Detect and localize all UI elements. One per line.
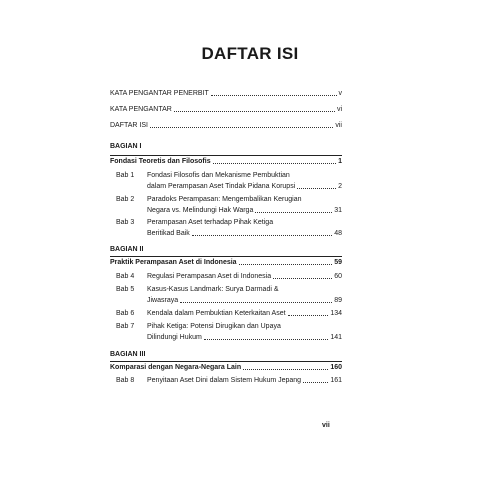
chapter-title: Regulasi Perampasan Aset di Indonesia (147, 273, 272, 280)
dot-leader (204, 339, 328, 340)
chapter-title-line2-row (147, 206, 342, 215)
dot-leader (180, 302, 332, 303)
toc-entry-label: KATA PENGANTAR PENERBIT (110, 90, 209, 97)
toc-entry-page: vi (336, 106, 342, 113)
chapter-number: Bab 2 (116, 196, 135, 203)
chapter-title-line1: Perampasan Aset terhadap Pihak Ketiga (147, 219, 274, 226)
part-heading: BAGIAN III (110, 351, 146, 358)
divider (110, 361, 342, 362)
chapter-title-line1: Fondasi Filosofis dan Mekanisme Pembuktian (147, 172, 290, 179)
divider (110, 256, 342, 257)
part-title-row (110, 363, 342, 372)
chapter-title-row (147, 309, 342, 318)
chapter-title-line2-row (147, 182, 342, 191)
chapter-title: Penyitaan Aset Dini dalam Sistem Hukum Jepang (147, 377, 302, 384)
chapter-title-line2: Beritikad Baik (147, 230, 190, 237)
chapter-number: Bab 7 (116, 323, 135, 330)
part-title: Komparasi dengan Negara-Negara Lain (110, 364, 242, 371)
dot-leader (297, 188, 336, 189)
chapter-page: 2 (338, 183, 342, 190)
chapter-page: 31 (334, 207, 342, 214)
chapter-title-line1: Pihak Ketiga: Potensi Dirugikan dan Upaya (147, 323, 281, 330)
part-page: 160 (330, 364, 342, 371)
chapter-page: 161 (330, 377, 342, 384)
dot-leader (239, 264, 333, 265)
toc-entry (110, 89, 342, 98)
chapter-title-row (147, 376, 342, 385)
dot-leader (192, 235, 332, 236)
dot-leader (243, 369, 328, 370)
page-title: DAFTAR ISI (201, 44, 299, 63)
divider (110, 155, 342, 156)
chapter-title-line2: Jiwasraya (147, 297, 179, 304)
chapter-page: 48 (334, 230, 342, 237)
toc-entry-label: DAFTAR ISI (110, 122, 148, 129)
dot-leader (213, 163, 336, 164)
chapter-title-line2-row (147, 296, 342, 305)
chapter-number: Bab 3 (116, 219, 135, 226)
toc-entry-label: KATA PENGANTAR (110, 106, 172, 113)
dot-leader (211, 95, 337, 96)
dot-leader (303, 382, 328, 383)
chapter-title: Kendala dalam Pembuktian Keterkaitan Aset (147, 310, 286, 317)
toc-entry (110, 105, 342, 114)
part-heading: BAGIAN I (110, 143, 142, 150)
chapter-number: Bab 5 (116, 286, 135, 293)
part-title-row (110, 258, 342, 267)
chapter-title-line2: Negara vs. Melindungi Hak Warga (147, 207, 254, 214)
chapter-number: Bab 1 (116, 172, 135, 179)
chapter-title-line2: dalam Perampasan Aset Tindak Pidana Korupsi (147, 183, 296, 190)
part-title: Praktik Perampasan Aset di Indonesia (110, 259, 237, 266)
dot-leader (150, 127, 333, 128)
page-number: vii (322, 422, 330, 429)
chapter-page: 134 (330, 310, 342, 317)
toc-entry-page: vii (335, 122, 342, 129)
chapter-title-line1: Paradoks Perampasan: Mengembalikan Kerugian (147, 196, 302, 203)
chapter-page: 89 (334, 297, 342, 304)
toc-entry (110, 121, 342, 130)
toc-entry-page: v (338, 90, 342, 97)
chapter-title-line1: Kasus-Kasus Landmark: Surya Darmadi & (147, 286, 279, 293)
part-page: 59 (334, 259, 342, 266)
part-title: Fondasi Teoretis dan Filosofis (110, 158, 211, 165)
dot-leader (174, 111, 335, 112)
chapter-page: 141 (330, 334, 342, 341)
chapter-number: Bab 4 (116, 273, 135, 280)
chapter-number: Bab 8 (116, 377, 135, 384)
chapter-title-row (147, 272, 342, 281)
chapter-title-line2-row (147, 333, 342, 342)
chapter-page: 60 (334, 273, 342, 280)
chapter-number: Bab 6 (116, 310, 135, 317)
part-title-row (110, 157, 342, 166)
chapter-title-line2-row (147, 229, 342, 238)
dot-leader (255, 212, 332, 213)
dot-leader (273, 278, 332, 279)
part-heading: BAGIAN II (110, 246, 144, 253)
part-page: 1 (338, 158, 342, 165)
dot-leader (288, 315, 329, 316)
chapter-title-line2: Dilindungi Hukum (147, 334, 202, 341)
